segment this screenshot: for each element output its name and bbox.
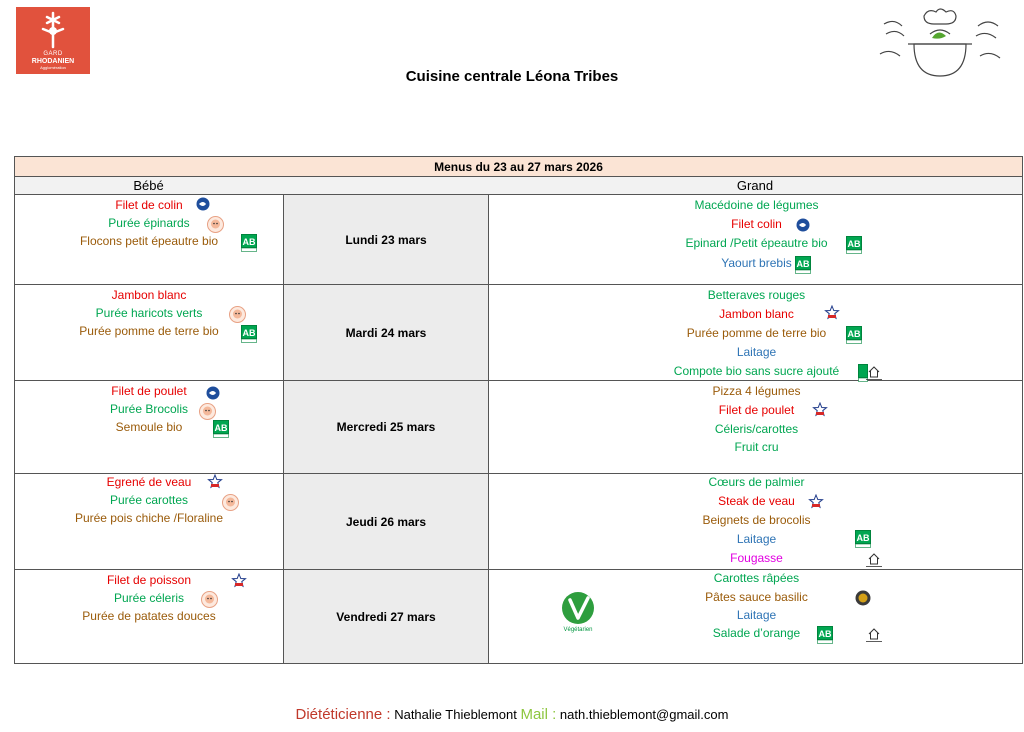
ab-bio-icon xyxy=(817,626,833,644)
label-rouge-star-icon xyxy=(231,573,247,588)
grand-item: Betteraves rouges xyxy=(707,288,806,302)
day-label: Mardi 24 mars xyxy=(283,285,489,380)
logo-line-3: Agglomération xyxy=(40,65,66,70)
ab-bio-icon xyxy=(855,530,871,548)
day-row-vendredi xyxy=(14,570,1023,664)
day-row-lundi xyxy=(14,195,1023,285)
grand-item: Purée pomme de terre bio xyxy=(686,326,827,340)
svg-text:AB: AB xyxy=(856,533,870,543)
grand-item: Pizza 4 légumes xyxy=(712,384,801,398)
day-label: Vendredi 27 mars xyxy=(283,570,489,663)
svg-text:AB: AB xyxy=(214,423,228,433)
svg-text:AB: AB xyxy=(242,237,256,247)
svg-text:AB: AB xyxy=(796,259,810,269)
bebe-item: Purée carottes xyxy=(109,493,189,507)
ab-bio-icon xyxy=(213,420,229,438)
footer-contact xyxy=(0,706,1024,723)
ab-bio-icon xyxy=(846,326,862,344)
grand-item: Salade d’orange xyxy=(712,626,801,640)
msc-fish-icon xyxy=(206,386,220,400)
logo-line-2: RHODANIEN xyxy=(31,58,75,65)
day-row-mercredi xyxy=(14,381,1023,474)
label-rouge-star-icon xyxy=(207,474,223,489)
grand-item: Pâtes sauce basilic xyxy=(705,590,808,604)
grand-item: Filet colin xyxy=(731,217,782,231)
bebe-item: Filet de poisson xyxy=(106,573,192,587)
grand-item: Fruit cru xyxy=(734,440,779,454)
label-rouge-star-icon xyxy=(812,402,828,417)
bebe-face-icon xyxy=(207,216,224,233)
col-header-day xyxy=(282,177,489,195)
bebe-item: Purée Brocolis xyxy=(109,402,189,416)
local-house-icon xyxy=(866,364,882,380)
dietitian-name: Nathalie Thieblemont xyxy=(394,707,517,722)
svg-text:AB: AB xyxy=(818,629,832,639)
grand-item: Cœurs de palmier xyxy=(708,475,805,489)
grand-item: Laitage xyxy=(736,608,777,622)
bebe-item: Egrené de veau xyxy=(106,475,192,489)
bebe-item: Purée pois chiche /Floraline xyxy=(74,511,224,525)
bebe-item: Purée de patates douces xyxy=(82,609,216,623)
bebe-item: Purée pomme de terre bio xyxy=(79,324,219,338)
bebe-item: Jambon blanc xyxy=(111,288,187,302)
bebe-item: Semoule bio xyxy=(115,420,183,434)
msc-fish-icon xyxy=(196,197,210,211)
grand-item: Laitage xyxy=(736,532,777,546)
col-header-bebe: Bébé xyxy=(14,177,283,195)
grand-item: Fougasse xyxy=(730,551,783,565)
grand-item: Céleris/carottes xyxy=(714,422,799,436)
bebe-item: Purée haricots verts xyxy=(95,306,203,320)
menu-table xyxy=(14,156,1023,664)
svg-text:AB: AB xyxy=(847,329,861,339)
grand-item: Macédoine de légumes xyxy=(694,198,819,212)
logo-line-1: GARD xyxy=(43,51,63,57)
svg-text:AB: AB xyxy=(242,328,256,338)
bebe-item: Filet de colin xyxy=(115,198,183,212)
day-label: Jeudi 26 mars xyxy=(283,474,489,569)
ab-bio-icon xyxy=(795,256,811,274)
mail-value[interactable]: nath.thieblemont@gmail.com xyxy=(559,707,729,722)
grand-item: Jambon blanc xyxy=(719,307,794,321)
local-house-icon xyxy=(866,626,882,642)
grand-item: Beignets de brocolis xyxy=(702,513,811,527)
bebe-face-icon xyxy=(229,306,246,323)
grand-item: Yaourt brebis xyxy=(721,256,792,270)
aop-seal-icon xyxy=(855,590,871,606)
page-title: Cuisine centrale Léona Tribes xyxy=(405,68,619,85)
local-house-icon xyxy=(866,551,882,567)
bebe-face-icon xyxy=(199,403,216,420)
dietitian-label: Diététicienne : xyxy=(295,706,391,723)
msc-fish-icon xyxy=(796,218,810,232)
ab-bio-icon xyxy=(241,234,257,252)
grand-item: Compote bio sans sucre ajouté xyxy=(673,364,840,378)
grand-item: Steak de veau xyxy=(718,494,795,508)
gard-rhodanien-logo xyxy=(16,7,90,74)
bebe-item: Flocons petit épeautre bio xyxy=(79,234,219,248)
bebe-face-icon xyxy=(201,591,218,608)
col-header-grand: Grand xyxy=(488,177,1023,195)
bebe-item: Purée céleris xyxy=(113,591,185,605)
table-header: Menus du 23 au 27 mars 2026 xyxy=(14,156,1023,177)
grand-item: Carottes râpées xyxy=(713,571,800,585)
mail-label: Mail : xyxy=(520,706,557,723)
label-rouge-star-icon xyxy=(824,305,840,320)
bebe-face-icon xyxy=(222,494,239,511)
svg-text:AB: AB xyxy=(847,239,861,249)
grand-item: Laitage xyxy=(736,345,777,359)
ab-bio-icon xyxy=(241,325,257,343)
bebe-item: Filet de poulet xyxy=(111,384,187,398)
grand-item: Filet de poulet xyxy=(718,403,795,417)
vegetarian-badge-label: Végétarien xyxy=(563,627,593,633)
bebe-item: Purée épinards xyxy=(108,216,190,230)
label-rouge-star-icon xyxy=(808,494,824,509)
grand-item: Epinard /Petit épeautre bio xyxy=(685,236,828,250)
day-label: Lundi 23 mars xyxy=(283,195,489,284)
day-label: Mercredi 25 mars xyxy=(283,381,489,473)
ab-bio-icon xyxy=(846,236,862,254)
